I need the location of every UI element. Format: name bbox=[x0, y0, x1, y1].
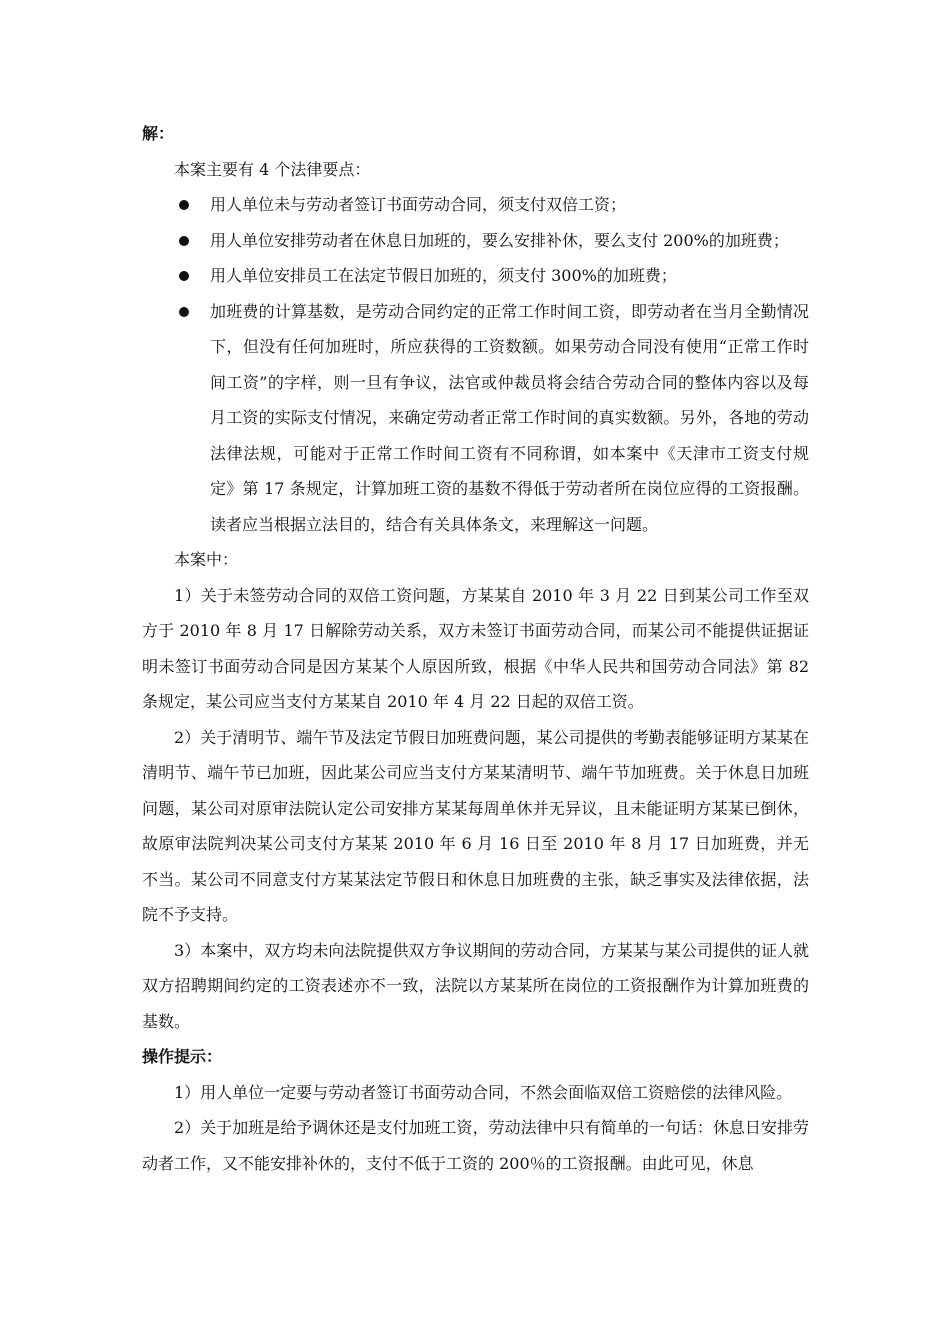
case-point: 3）本案中，双方均未向法院提供双方争议期间的劳动合同，方某某与某公司提供的证人就双方招聘期间约定的工资表述亦不一致，法院以方某某所在岗位的工资报酬作为计算加班费的基数。 bbox=[142, 940, 809, 1031]
legal-point bbox=[142, 294, 809, 543]
legal-point-text: 用人单位未与劳动者签订书面劳动合同，须支付双倍工资； bbox=[210, 195, 627, 214]
legal-point-text: 用人单位安排员工在法定节假日加班的，须支付 300%的加班费； bbox=[210, 266, 677, 285]
bullet-dot-icon bbox=[179, 236, 189, 246]
case-point: 2）关于清明节、端午节及法定节假日加班费问题，某公司提供的考勤表能够证明方某某在清明节、端午节已加班，因此某公司应当支付方某某清明节、端午节加班费。关于休息日加班问题，某公司对原审法院认定公司安排方某某每周单休并无异议，且未能证明方某某已倒休，故原审法院判决某公司支付方某某 2010 年 6 月 16 日至 2010 年 8 月 17 日加班费，并无不当。某公司不同意支付方某某法定节假日和休息日加班费的主张，缺乏事实及法律依据，法院不予支持。 bbox=[142, 727, 809, 924]
legal-point bbox=[142, 258, 809, 294]
legal-point-text: 加班费的计算基数，是劳动合同约定的正常工作时间工资，即劳动者在当月全勤情况下，但没有任何加班时，所应获得的工资数额。如果劳动合同没有使用“正常工作时间工资”的字样，则一旦有争议，法官或仲裁员将会结合劳动合同的整体内容以及每月工资的实际支付情况，来确定劳动者正常工作时间的真实数额。另外，各地的劳动法律法规，可能对于正常工作时间工资有不同称谓，如本案中《天津市工资支付规定》第 17 条规定，计算加班工资的基数不得低于劳动者所在岗位应得的工资报酬。读者应当根据立法目的，结合有关具体条文，来理解这一问题。 bbox=[210, 301, 809, 534]
bullet-dot-icon bbox=[179, 271, 189, 281]
document-body bbox=[142, 116, 809, 1181]
solution-intro: 本案主要有 4 个法律要点： bbox=[174, 159, 371, 179]
case-intro: 本案中： bbox=[174, 550, 239, 569]
bullet-dot-icon bbox=[179, 307, 189, 317]
legal-points-list bbox=[142, 187, 809, 542]
tip-item: 1）用人单位一定要与劳动者签订书面劳动合同，不然会面临双倍工资赔偿的法律风险。 bbox=[174, 1082, 793, 1102]
case-point: 1）关于未签劳动合同的双倍工资问题，方某某自 2010 年 3 月 22 日到某公司工作至双方于 2010 年 8 月 17 日解除劳动关系，双方未签订书面劳动合同，而某公司不能提供证据证明未签订书面劳动合同是因方某某个人原因所致，根据《中华人民共和国劳动合同法》第 82 条规定，某公司应当支付方某某自 2010 年 4 月 22 日起的双倍工资。 bbox=[142, 585, 809, 711]
tips-heading: 操作提示： bbox=[142, 1047, 223, 1066]
legal-point bbox=[142, 187, 809, 223]
legal-point bbox=[142, 223, 809, 259]
solution-heading: 解： bbox=[142, 124, 175, 143]
tip-item: 2）关于加班是给予调休还是支付加班工资，劳动法律中只有简单的一句话：休息日安排劳动者工作，又不能安排补休的，支付不低于工资的 200％的工资报酬。由此可见，休息 bbox=[142, 1118, 809, 1173]
legal-point-text: 用人单位安排劳动者在休息日加班的，要么安排补休，要么支付 200%的加班费； bbox=[210, 230, 789, 250]
bullet-dot-icon bbox=[179, 200, 189, 210]
